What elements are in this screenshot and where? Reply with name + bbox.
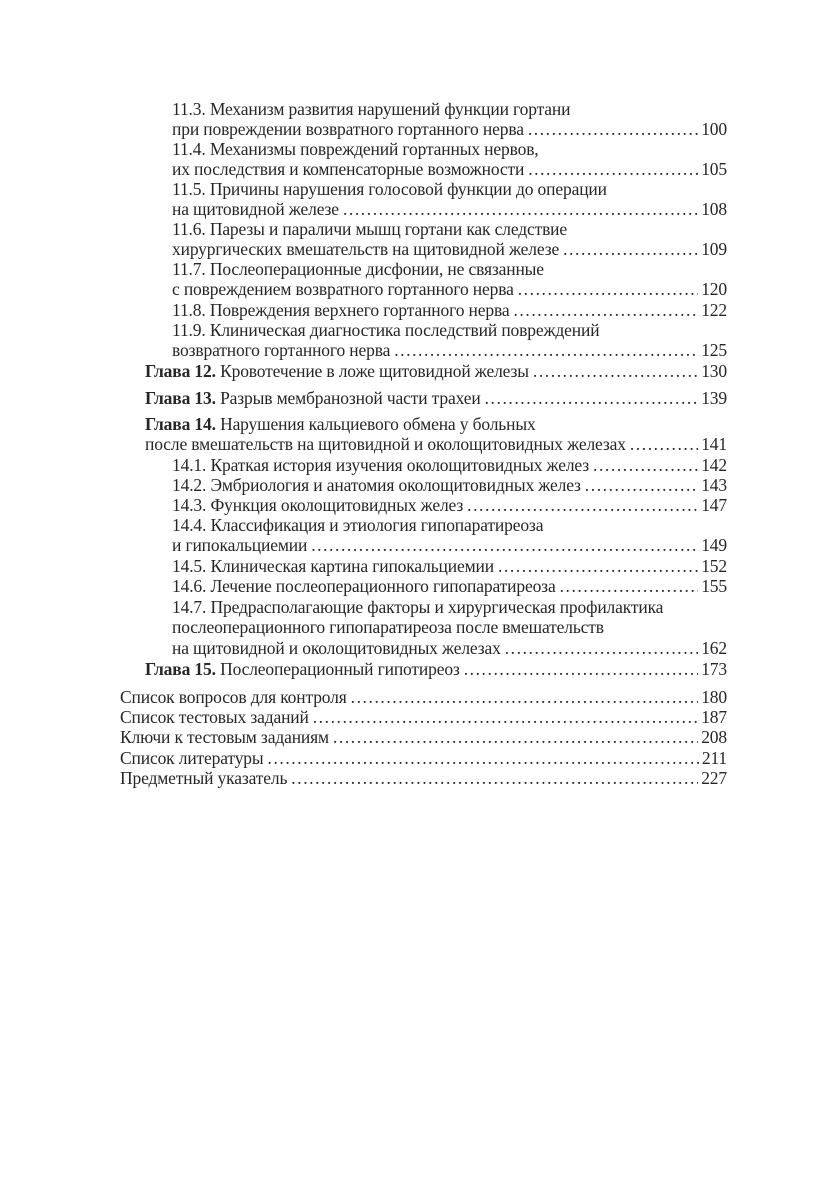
toc-entry-title [145, 434, 626, 454]
toc-entry-line [172, 475, 727, 495]
toc-entry-line [145, 659, 727, 679]
dot-leader [343, 199, 698, 219]
dot-leader [585, 475, 698, 495]
dot-leader [268, 748, 699, 768]
toc-section-entry[interactable] [172, 455, 727, 475]
toc-entry-line [172, 597, 727, 617]
page-number: 139 [701, 388, 727, 408]
toc-section-entry[interactable] [172, 179, 727, 220]
page-number: 125 [701, 340, 727, 361]
toc-entry-text: Список литературы [120, 748, 264, 768]
toc-entry-line [172, 139, 727, 159]
dot-leader [563, 239, 698, 259]
toc-entry-text: Список вопросов для контроля [120, 687, 347, 707]
toc-section-entry[interactable] [172, 139, 727, 180]
page-number: 142 [701, 455, 727, 475]
page-number: 162 [701, 637, 727, 658]
page-number: 208 [701, 727, 727, 747]
dot-leader [533, 361, 698, 381]
toc-entry-text: 14.4. Классификация и этиология гипопаратиреоза [172, 515, 544, 535]
toc-entry-text: послеоперационного гипопаратиреоза после вмешательств [172, 617, 604, 638]
toc-entry-text: 11.6. Парезы и параличи мышц гортани как следствие [172, 219, 568, 239]
toc-entry-title [172, 239, 559, 259]
page-number: 108 [701, 199, 727, 220]
toc-entry-text: с повреждением возвратного гортанного нерва [172, 279, 514, 300]
toc-chapter-entry[interactable] [145, 361, 727, 381]
toc-entry-line [172, 455, 727, 475]
page-number: 100 [701, 119, 727, 140]
toc-entry-line [172, 199, 727, 219]
dot-leader [528, 159, 698, 179]
toc-entry-title [145, 659, 460, 679]
toc-entry-title [145, 388, 481, 408]
toc-chapter-entry[interactable] [145, 414, 727, 455]
toc-entry-title [172, 99, 570, 119]
page-number: 147 [701, 495, 727, 515]
toc-entry-text: Послеоперационный гипотиреоз [220, 659, 460, 679]
toc-entry-title [145, 361, 529, 381]
toc-entry-line [172, 259, 727, 279]
toc-entry-line [172, 638, 727, 658]
dot-leader [505, 638, 698, 658]
toc-section-entry[interactable] [172, 556, 727, 576]
toc-entry-line [172, 300, 727, 320]
toc-entry-line [172, 279, 727, 299]
dot-leader [311, 535, 698, 555]
page-number: 227 [701, 768, 727, 788]
toc-backmatter-entry[interactable] [120, 727, 727, 747]
dot-leader [513, 300, 698, 320]
toc-entry-line [145, 388, 727, 408]
toc-entry-text: после вмешательств на щитовидной и околощитовидных железах [145, 434, 626, 455]
dot-leader [560, 576, 699, 596]
dot-leader [313, 707, 698, 727]
toc-section-entry[interactable] [172, 219, 727, 260]
toc-entry-title [172, 455, 589, 475]
dot-leader [464, 659, 698, 679]
dot-leader [518, 279, 698, 299]
page-number: 180 [701, 687, 727, 707]
toc-entry-line [120, 727, 727, 747]
toc-entry-text: Ключи к тестовым заданиям [120, 727, 329, 747]
toc-entry-line [172, 556, 727, 576]
toc-section-entry[interactable] [172, 99, 727, 140]
toc-entry-line [145, 434, 727, 454]
toc-entry-title [172, 179, 607, 199]
chapter-label: Глава 13. [145, 388, 216, 408]
toc-entry-text: 11.8. Повреждения верхнего гортанного нерва [172, 300, 510, 320]
toc-entry-text: Кровотечение в ложе щитовидной железы [220, 361, 529, 381]
dot-leader [291, 768, 698, 788]
toc-entry-text: 14.7. Предрасполагающие факторы и хирургическая профилактика [172, 597, 664, 617]
toc-entry-line [172, 340, 727, 360]
dot-leader [528, 119, 698, 139]
toc-entry-title [172, 638, 501, 658]
toc-section-entry[interactable] [172, 597, 727, 658]
dot-leader [351, 687, 699, 707]
toc-entry-text: 11.9. Клиническая диагностика последствий повреждений [172, 320, 600, 340]
toc-entry-title [172, 119, 524, 139]
toc-backmatter-entry[interactable] [120, 748, 727, 768]
toc-entry-text: 11.7. Послеоперационные дисфонии, не связанные [172, 259, 544, 279]
toc-entry-line [172, 495, 727, 515]
toc-entry-title [172, 320, 599, 340]
page-number: 105 [701, 159, 727, 180]
toc-chapter-entry[interactable] [145, 388, 727, 408]
page-number: 187 [701, 707, 727, 727]
toc-entry-text: и гипокальциемии [172, 535, 308, 556]
toc-entry-title [172, 576, 556, 596]
page-number: 141 [701, 434, 727, 455]
toc-entry-title [172, 219, 567, 239]
page-number: 120 [701, 279, 727, 300]
toc-entry-text: 14.6. Лечение послеоперационного гипопаратиреоза [172, 576, 556, 596]
toc-section-entry[interactable] [172, 495, 727, 515]
page-number: 143 [701, 475, 727, 495]
toc-entry-text: Разрыв мембранозной части трахеи [220, 388, 481, 408]
toc-entry-text: Список тестовых заданий [120, 707, 309, 727]
toc-entry-line [172, 239, 727, 259]
toc-entry-title [172, 300, 509, 320]
page-number: 122 [701, 300, 727, 320]
dot-leader [485, 388, 699, 408]
toc-entry-line [172, 179, 727, 199]
toc-entry-title [120, 687, 347, 707]
toc-entry-text: Предметный указатель [120, 768, 288, 788]
toc-entry-text: 14.2. Эмбриология и анатомия околощитовидных желез [172, 475, 581, 495]
toc-entry-text: на щитовидной железе [172, 199, 339, 220]
page-number: 211 [701, 748, 727, 768]
toc-entry-text: 11.4. Механизмы повреждений гортанных нервов, [172, 139, 539, 159]
dot-leader [498, 556, 698, 576]
dot-leader [630, 434, 698, 454]
toc-entry-line [172, 535, 727, 555]
toc-entry-title [120, 727, 329, 747]
toc-entry-title [172, 279, 514, 299]
page-number: 155 [701, 576, 727, 596]
toc-entry-text: возвратного гортанного нерва [172, 340, 391, 361]
toc-entry-line [172, 219, 727, 239]
chapter-label: Глава 15. [145, 659, 216, 679]
dot-leader [593, 455, 698, 475]
toc-entry-text: 14.1. Краткая история изучения околощитовидных желез [172, 455, 590, 475]
dot-leader [333, 727, 698, 747]
toc-entry-title [172, 617, 604, 637]
toc-backmatter-entry[interactable] [120, 687, 727, 707]
toc-entry-line [172, 617, 727, 637]
toc-entry-title [172, 259, 544, 279]
chapter-label: Глава 12. [145, 361, 216, 381]
toc-backmatter-entry[interactable] [120, 768, 727, 788]
toc-section-entry[interactable] [172, 475, 727, 495]
page-number: 152 [701, 556, 727, 576]
toc-entry-text: при повреждении возвратного гортанного нерва [172, 119, 524, 140]
toc-entry-title [172, 515, 543, 535]
toc-entry-line [145, 414, 727, 434]
page-number: 173 [701, 659, 727, 679]
toc-entry-title [120, 768, 287, 788]
toc-entry-title [145, 414, 536, 434]
toc-backmatter-entry[interactable] [120, 707, 727, 727]
toc-entry-text: хирургических вмешательств на щитовидной железе [172, 239, 560, 260]
toc-section-entry[interactable] [172, 320, 727, 361]
toc-entry-title [172, 199, 339, 219]
chapter-label: Глава 14. [145, 414, 216, 434]
toc-entry-line [172, 320, 727, 340]
dot-leader [394, 340, 698, 360]
toc-entry-title [172, 340, 390, 360]
toc-entry-line [172, 576, 727, 596]
toc-entry-title [172, 556, 494, 576]
toc-entry-text: 14.3. Функция околощитовидных желез [172, 495, 464, 515]
toc-entry-title [172, 139, 539, 159]
toc-section-entry[interactable] [172, 300, 727, 320]
toc-entry-line [120, 707, 727, 727]
toc-entry-line [172, 515, 727, 535]
toc-entry-title [120, 748, 264, 768]
toc-section-entry[interactable] [172, 576, 727, 596]
page-number: 130 [701, 361, 727, 381]
page-number: 149 [701, 535, 727, 556]
toc-entry-line [172, 99, 727, 119]
toc-entry-line [120, 748, 727, 768]
toc-entry-title [172, 495, 463, 515]
toc-entry-text: Нарушения кальциевого обмена у больных [220, 414, 536, 434]
toc-entry-title [172, 597, 663, 617]
toc-entry-text: 11.3. Механизм развития нарушений функции гортани [172, 99, 571, 119]
toc-entry-line [120, 768, 727, 788]
toc-entry-line [172, 159, 727, 179]
toc-entry-title [172, 475, 581, 495]
toc-section-entry[interactable] [172, 515, 727, 556]
toc-entry-line [120, 687, 727, 707]
dot-leader [467, 495, 698, 515]
toc-chapter-entry[interactable] [145, 659, 727, 679]
toc-entry-title [120, 707, 309, 727]
toc-entry-line [145, 361, 727, 381]
toc-entry-text: на щитовидной и околощитовидных железах [172, 637, 501, 658]
toc-entry-line [172, 119, 727, 139]
toc-entry-text: их последствия и компенсаторные возможности [172, 159, 525, 180]
toc-entry-text: 11.5. Причины нарушения голосовой функции до операции [172, 179, 607, 199]
toc-entry-title [172, 159, 524, 179]
toc-section-entry[interactable] [172, 259, 727, 300]
toc-entry-text: 14.5. Клиническая картина гипокальциемии [172, 556, 494, 576]
page-number: 109 [701, 239, 727, 260]
toc-entry-title [172, 535, 307, 555]
